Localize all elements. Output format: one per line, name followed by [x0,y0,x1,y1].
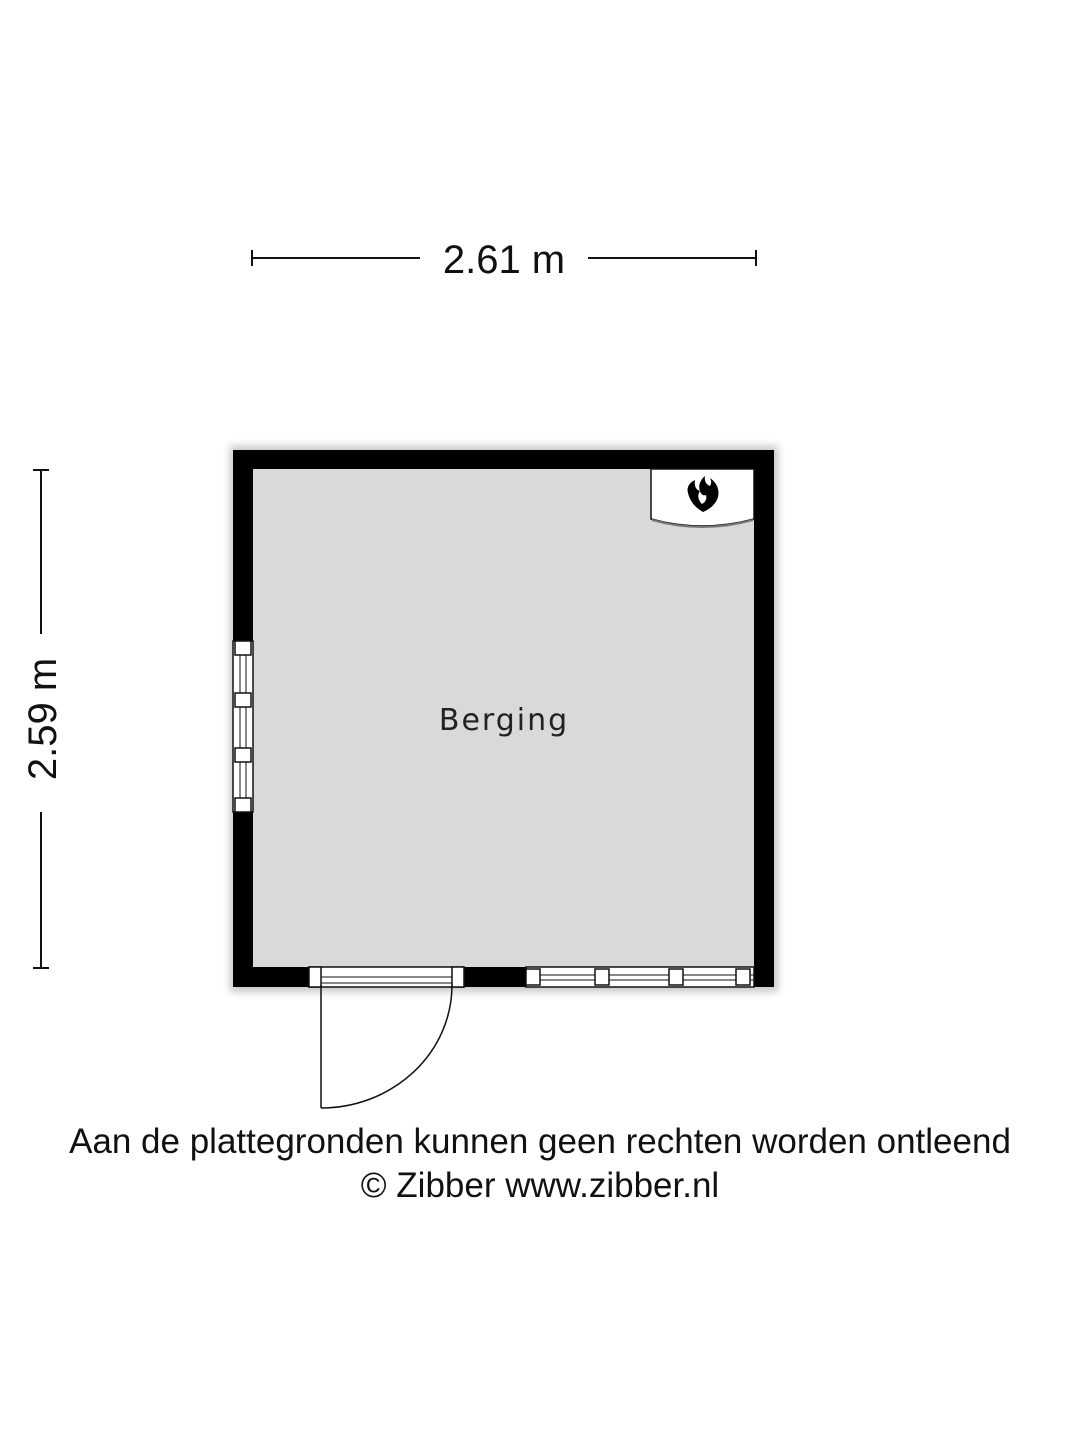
window-bottom [526,967,754,987]
depth-dimension [21,470,65,968]
room-label-berging: Berging [438,703,570,738]
wall-left-lower [233,812,253,987]
wall-right [754,450,774,987]
boiler [651,469,754,527]
wall-left-upper [233,450,253,641]
window-left [233,641,253,812]
copyright-text: © Zibber www.zibber.nl [360,1166,720,1205]
width-dimension [252,238,756,282]
door-swing [321,985,452,1108]
disclaimer-text: Aan de plattegronden kunnen geen rechten worden ontleend [69,1122,1011,1161]
depth-label: 2.59 m [21,657,65,781]
door-frame [309,967,464,987]
width-label: 2.61 m [442,238,566,282]
wall-bottom-mid [464,967,526,987]
wall-top [233,450,774,469]
wall-bottom-left [233,967,309,987]
